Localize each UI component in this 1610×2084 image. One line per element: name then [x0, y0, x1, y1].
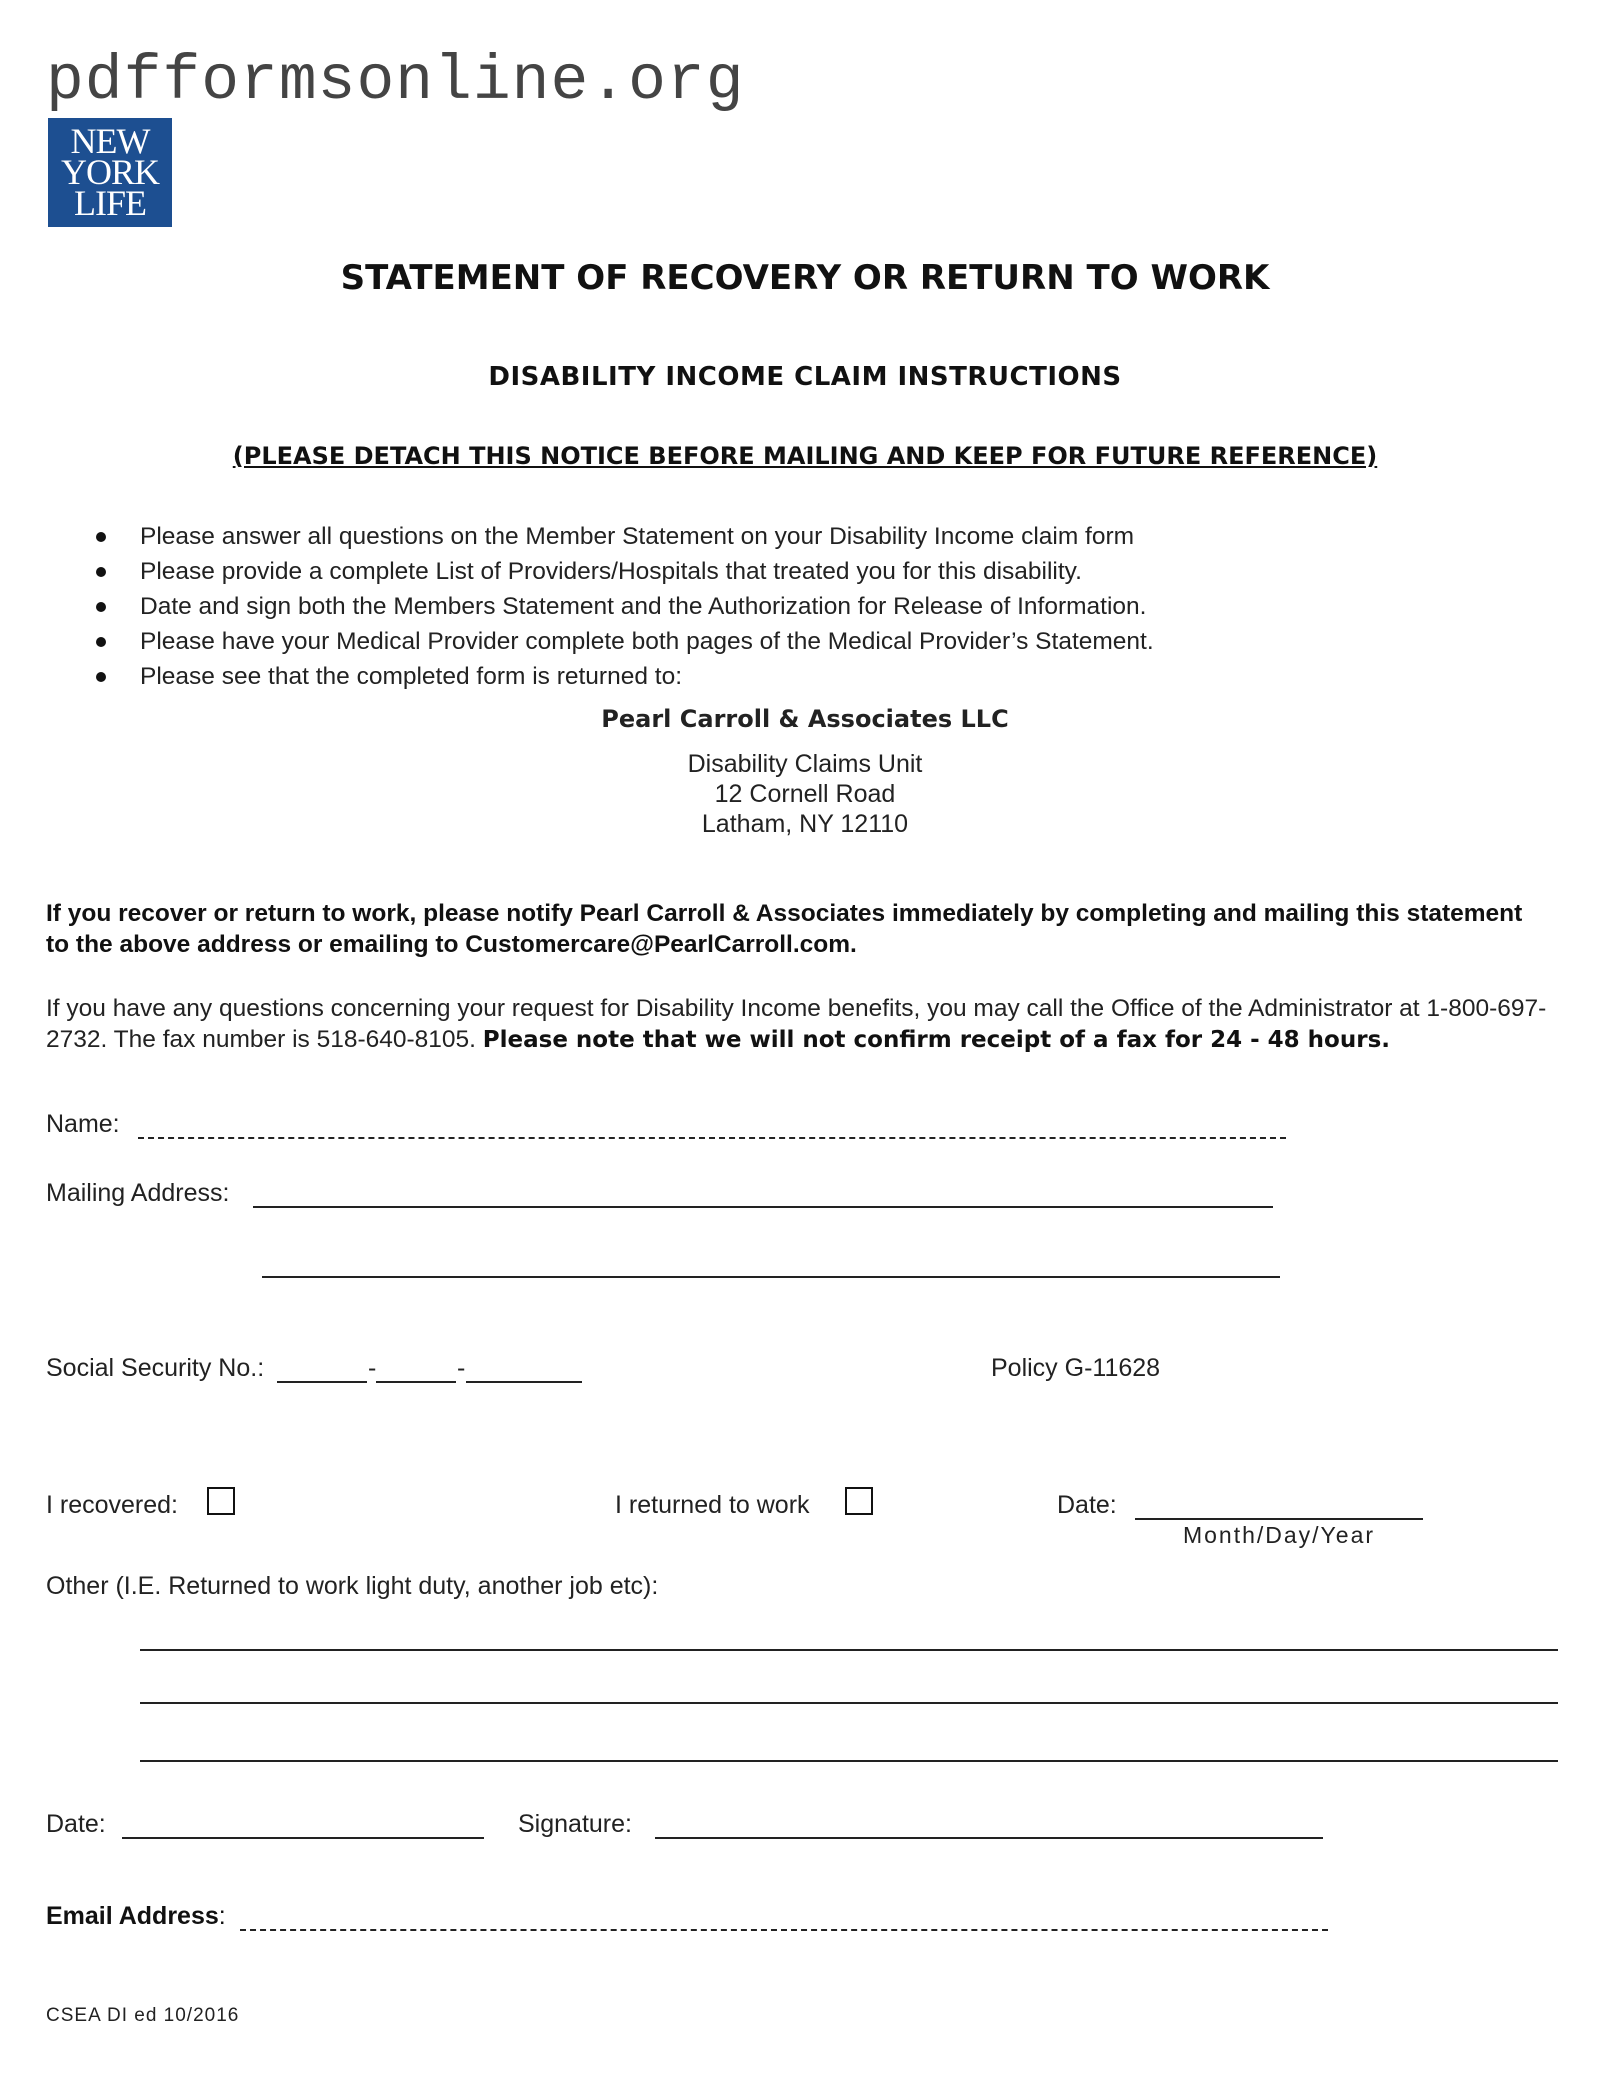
- page-subtitle: DISABILITY INCOME CLAIM INSTRUCTIONS: [488, 362, 1122, 392]
- instruction-text: Please have your Medical Provider complete both pages of the Medical Provider’s Statement.: [140, 628, 1154, 655]
- bullet-icon: [96, 637, 106, 647]
- email-label-colon: :: [218, 1902, 226, 1930]
- signature-date-label: Date:: [46, 1810, 106, 1838]
- bullet-icon: [96, 672, 106, 682]
- logo-line-new: NEW: [70, 121, 150, 162]
- recovery-date-label: Date:: [1057, 1491, 1117, 1519]
- other-field-line1[interactable]: [140, 1649, 1558, 1651]
- questions-paragraph: [46, 993, 1576, 1056]
- mailing-address-label: Mailing Address:: [46, 1179, 230, 1207]
- signature-date-field[interactable]: [122, 1837, 484, 1839]
- instruction-text: Date and sign both the Members Statement and the Authorization for Release of Information.: [140, 593, 1147, 620]
- recovered-label: I recovered:: [46, 1491, 179, 1519]
- return-company: Pearl Carroll & Associates LLC: [601, 705, 1009, 733]
- mailing-address-field-line2[interactable]: [262, 1276, 1280, 1278]
- ssn-separator: -: [457, 1354, 466, 1382]
- instruction-item: [140, 589, 1154, 624]
- detach-notice-text: (PLEASE DETACH THIS NOTICE BEFORE MAILING AND KEEP FOR FUTURE REFERENCE): [232, 442, 1378, 470]
- name-field[interactable]: [138, 1137, 1286, 1139]
- fax-note: Please note that we will not confirm receipt of a fax for 24 - 48 hours.: [482, 1027, 1390, 1053]
- ssn-part2-field[interactable]: [376, 1381, 456, 1383]
- policy-number: Policy G-11628: [991, 1354, 1161, 1382]
- mailing-address-field[interactable]: [253, 1206, 1273, 1208]
- instruction-item: [140, 624, 1154, 659]
- instruction-item: [140, 554, 1154, 589]
- email-label-group: [46, 1902, 226, 1931]
- instruction-text: Please answer all questions on the Member Statement on your Disability Income claim form: [140, 523, 1135, 550]
- signature-field[interactable]: [655, 1837, 1323, 1839]
- instruction-text: Please see that the completed form is returned to:: [140, 663, 683, 690]
- return-address-line: Latham, NY 12110: [701, 810, 909, 838]
- returned-to-work-label: I returned to work: [615, 1491, 810, 1519]
- ssn-label: Social Security No.:: [46, 1354, 265, 1382]
- instructions-list: [140, 519, 1154, 694]
- page-title: STATEMENT OF RECOVERY OR RETURN TO WORK: [340, 258, 1270, 298]
- instruction-item: [140, 659, 1154, 694]
- return-address-line: Disability Claims Unit: [687, 750, 923, 778]
- bullet-icon: [96, 602, 106, 612]
- form-edition-footer: CSEA DI ed 10/2016: [46, 2005, 240, 2026]
- date-format-hint: Month/Day/Year: [1182, 1522, 1376, 1548]
- detach-notice: [0, 442, 1610, 470]
- ssn-part1-field[interactable]: [277, 1381, 367, 1383]
- other-field-line2[interactable]: [140, 1702, 1558, 1704]
- recovery-date-field[interactable]: [1135, 1518, 1423, 1520]
- bullet-icon: [96, 567, 106, 577]
- instruction-text: Please provide a complete List of Providers/Hospitals that treated you for this disability.: [140, 558, 1082, 585]
- bullet-icon: [96, 532, 106, 542]
- instruction-item: [140, 519, 1154, 554]
- logo-line-york: YORK: [60, 152, 159, 193]
- returned-to-work-checkbox[interactable]: [845, 1487, 873, 1515]
- new-york-life-logo: [48, 118, 172, 227]
- signature-label: Signature:: [518, 1810, 632, 1838]
- other-field-line3[interactable]: [140, 1760, 1558, 1762]
- recover-notice: If you recover or return to work, please notify Pearl Carroll & Associates immediately by completing and mailing this statement to the above address or emailing to Customercare@PearlCarroll.com.: [46, 900, 1523, 958]
- email-label: Email Address: [46, 1902, 219, 1930]
- email-field[interactable]: [240, 1929, 1328, 1931]
- return-address-line: 12 Cornell Road: [714, 780, 896, 808]
- watermark: pdfformsonline.org: [46, 46, 745, 117]
- logo-line-life: LIFE: [74, 182, 146, 223]
- recovered-checkbox[interactable]: [207, 1487, 235, 1515]
- other-label: Other (I.E. Returned to work light duty, another job etc):: [46, 1572, 659, 1600]
- ssn-separator: -: [368, 1354, 377, 1382]
- ssn-part3-field[interactable]: [466, 1381, 582, 1383]
- questions-text: If you have any questions concerning your request for Disability Income benefits, you may call the Office of the Administrator at 1-800-697-2732. The fax number is 518-640-8105.: [46, 995, 1547, 1053]
- name-label: Name:: [46, 1110, 120, 1138]
